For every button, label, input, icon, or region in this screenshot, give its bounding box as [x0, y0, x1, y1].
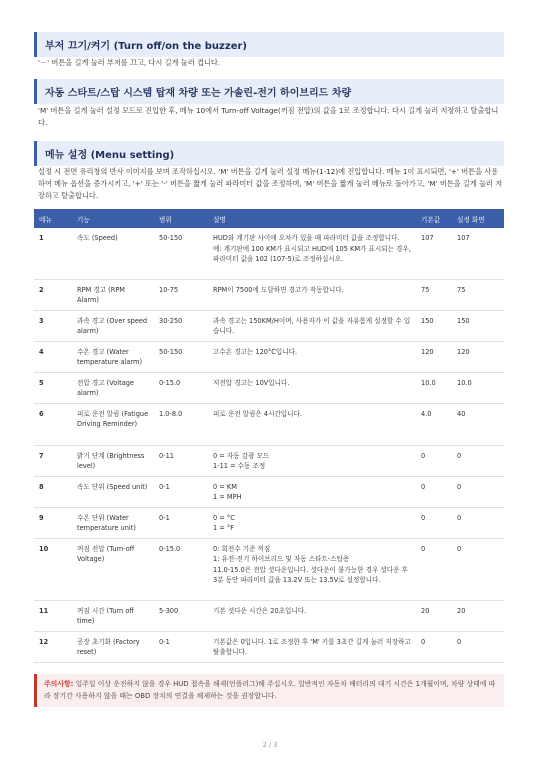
- screen-cell: 0: [452, 476, 504, 507]
- description-line: 1: 유전-전기 하이브리드 및 자동 스타트-스탑용: [213, 555, 350, 563]
- screen-cell: 0: [452, 507, 504, 538]
- screen-cell: 0: [452, 631, 504, 662]
- screen-cell: 107: [452, 228, 504, 279]
- screen-cell: 40: [452, 403, 504, 445]
- default-cell: 0: [416, 631, 452, 662]
- description-line: 11.0-15.0은 전압 셧다운입니다. 셧다운이 불가능한 경우 셧다운 후 3분 동안 파라미터 값을 13.2V 또는 13.5V로 설정합니다.: [213, 565, 409, 584]
- table-row: [34, 228, 504, 279]
- range-cell: 5-300: [154, 600, 208, 631]
- function-cell: 공장 초기화 (Factory reset): [72, 631, 154, 662]
- function-cell: 수온 경고 (Water temperature alarm): [72, 341, 154, 372]
- function-cell: 수온 단위 (Water temperature unit): [72, 507, 154, 538]
- section-text-buzzer: '－' 버튼을 길게 눌러 부저를 끄고, 다시 길게 눌러 켭니다.: [38, 58, 221, 67]
- table-header-row: [34, 209, 504, 228]
- description-line: 1-11 = 수동 조정: [213, 462, 266, 470]
- table-row: [34, 279, 504, 310]
- description-line: 기본 셧다운 시간은 20초입니다.: [213, 606, 307, 615]
- function-cell: 꺼짐 시간 (Turn off time): [72, 600, 154, 631]
- function-cell: 전압 경고 (Voltage alarm): [72, 372, 154, 403]
- description-cell: [208, 372, 416, 403]
- default-cell: 120: [416, 341, 452, 372]
- menu-number-cell: 10: [34, 538, 72, 600]
- table-row: [34, 507, 504, 538]
- description-line: 0: 회전수 기준 꺼짐: [213, 544, 271, 553]
- function-cell: RPM 경고 (RPM Alarm): [72, 279, 154, 310]
- description-line: 기본값은 0입니다. 1로 조정한 후 'M' 키를 3초간 길게 눌러 저장하고 탈출합니다.: [213, 637, 411, 656]
- table-row: [34, 538, 504, 600]
- description-cell: [208, 507, 416, 538]
- table-row: [34, 600, 504, 631]
- table-row: [34, 403, 504, 445]
- default-cell: 0: [416, 538, 452, 600]
- function-cell: 꺼짐 전압 (Turn-off Voltage): [72, 538, 154, 600]
- menu-settings-table: [34, 209, 504, 663]
- header-menu: 메뉴: [34, 209, 72, 228]
- section-title-buzzer: 부저 끄기/켜기 (Turn off/on the buzzer): [34, 32, 504, 57]
- default-cell: 150: [416, 310, 452, 341]
- header-range: 범위: [154, 209, 208, 228]
- table-row: [34, 631, 504, 662]
- description-line: 저전압 경고는 10V입니다.: [213, 378, 290, 387]
- menu-number-cell: 6: [34, 403, 72, 445]
- table-row: [34, 445, 504, 476]
- description-line: 고수온 경고는 120°C입니다.: [213, 347, 298, 356]
- range-cell: 50-150: [154, 228, 208, 279]
- description-line: 0 = °C: [213, 513, 235, 522]
- table-row: [34, 341, 504, 372]
- description-cell: [208, 476, 416, 507]
- description-cell: [208, 403, 416, 445]
- header-function: 기능: [72, 209, 154, 228]
- section-title-hybrid: 자동 스타트/스탑 시스템 탑재 차량 또는 가솔린-전기 하이브리드 차량: [34, 79, 504, 104]
- section-title-menu: 메뉴 설정 (Menu setting): [34, 141, 504, 166]
- description-line: 0 = 자동 감광 모드: [213, 451, 270, 460]
- function-cell: 과속 경고 (Over speed alarm): [72, 310, 154, 341]
- range-cell: 0-1: [154, 507, 208, 538]
- description-line: 0 = KM: [213, 482, 237, 491]
- default-cell: 0: [416, 507, 452, 538]
- screen-cell: 75: [452, 279, 504, 310]
- menu-number-cell: 5: [34, 372, 72, 403]
- description-line: 과속 경고는 150KM/H이며, 사용자가 이 값을 자유롭게 설정할 수 있습니다.: [213, 316, 411, 335]
- page-number: 2 / 3: [262, 741, 278, 749]
- section-text-menu: 설정 시 전면 유리창의 반사 이미지를 보며 조작하십시오. 'M' 버튼을 길게 눌러 설정 메뉴(1-12)에 진입합니다. 메뉴 1이 표시되면, '+' 버튼을 사용하여 메뉴 옵션을 증가시키고, '+' 또는 '-' 버튼을 짧게 눌러 파라미터 값을 조정하며, 'M' 버튼을 짧게 눌러 메뉴로 돌아가고, 'M' 버튼을 길게 눌러 저장하고 탈출합니다.: [38, 167, 503, 200]
- menu-number-cell: 12: [34, 631, 72, 662]
- default-cell: 0: [416, 445, 452, 476]
- default-cell: 20: [416, 600, 452, 631]
- range-cell: 0-1: [154, 631, 208, 662]
- description-line: HUD와 계기판 사이에 오차가 있을 때 파라미터 값을 조정합니다.: [213, 234, 400, 242]
- menu-number-cell: 3: [34, 310, 72, 341]
- header-screen: 설정 화면: [452, 209, 504, 228]
- range-cell: 0-1: [154, 476, 208, 507]
- description-line: 예: 계기판에 100 KM가 표시되고 HUD에 105 KM가 표시되는 경우, 파라미터 값을 102 (107-5)로 조정하십시오.: [213, 244, 411, 263]
- table-row: [34, 476, 504, 507]
- function-cell: 속도 단위 (Speed unit): [72, 476, 154, 507]
- description-cell: [208, 538, 416, 600]
- screen-cell: 150: [452, 310, 504, 341]
- screen-cell: 0: [452, 445, 504, 476]
- header-default: 기본값: [416, 209, 452, 228]
- menu-number-cell: 2: [34, 279, 72, 310]
- caution-text: 일주일 이상 운전하지 않을 경우 HUD 접속을 해제(언플러그)해 주십시오. 일반적인 자동차 배터리의 대기 시간은 1개월이며, 차량 상태에 따라 장기간 사용하지 않을 때는 OBD 장치의 연결을 해제하는 것을 권장합니다.: [44, 680, 496, 700]
- screen-cell: 10.0: [452, 372, 504, 403]
- screen-cell: 20: [452, 600, 504, 631]
- description-cell: [208, 341, 416, 372]
- range-cell: 10-75: [154, 279, 208, 310]
- range-cell: 0-15.0: [154, 372, 208, 403]
- section-text-hybrid: 'M' 버튼을 길게 눌러 설정 모드로 진입한 후, 메뉴 10에서 Turn-off Voltage(꺼짐 전압)의 값을 1로 조정합니다. 다시 길게 눌러 저장하고 탈출합니다.: [38, 106, 499, 127]
- header-description: 설명: [208, 209, 416, 228]
- range-cell: 50-150: [154, 341, 208, 372]
- screen-cell: 0: [452, 538, 504, 600]
- description-line: 1 = °F: [213, 524, 235, 532]
- menu-number-cell: 4: [34, 341, 72, 372]
- default-cell: 107: [416, 228, 452, 279]
- description-cell: [208, 445, 416, 476]
- range-cell: 0-15.0: [154, 538, 208, 600]
- description-cell: [208, 631, 416, 662]
- menu-number-cell: 7: [34, 445, 72, 476]
- description-cell: [208, 228, 416, 279]
- default-cell: 75: [416, 279, 452, 310]
- menu-number-cell: 8: [34, 476, 72, 507]
- description-cell: [208, 279, 416, 310]
- menu-number-cell: 1: [34, 228, 72, 279]
- screen-cell: 120: [452, 341, 504, 372]
- default-cell: 4.0: [416, 403, 452, 445]
- description-line: RPM이 7500에 도달하면 경고가 작동합니다.: [213, 285, 344, 294]
- function-cell: 속도 (Speed): [72, 228, 154, 279]
- function-cell: 밝기 단계 (Brightness level): [72, 445, 154, 476]
- menu-number-cell: 9: [34, 507, 72, 538]
- menu-number-cell: 11: [34, 600, 72, 631]
- description-cell: [208, 600, 416, 631]
- description-cell: [208, 310, 416, 341]
- default-cell: 0: [416, 476, 452, 507]
- table-row: [34, 310, 504, 341]
- range-cell: 1.0-8.0: [154, 403, 208, 445]
- range-cell: 30-250: [154, 310, 208, 341]
- description-line: 1 = MPH: [213, 493, 242, 501]
- description-line: 피로 운전 알림은 4시간입니다.: [213, 409, 303, 418]
- table-row: [34, 372, 504, 403]
- caution-note: [34, 674, 504, 707]
- function-cell: 피로 운전 알림 (Fatigue Driving Reminder): [72, 403, 154, 445]
- caution-label: 주의사항:: [44, 680, 74, 688]
- range-cell: 0-11: [154, 445, 208, 476]
- default-cell: 10.0: [416, 372, 452, 403]
